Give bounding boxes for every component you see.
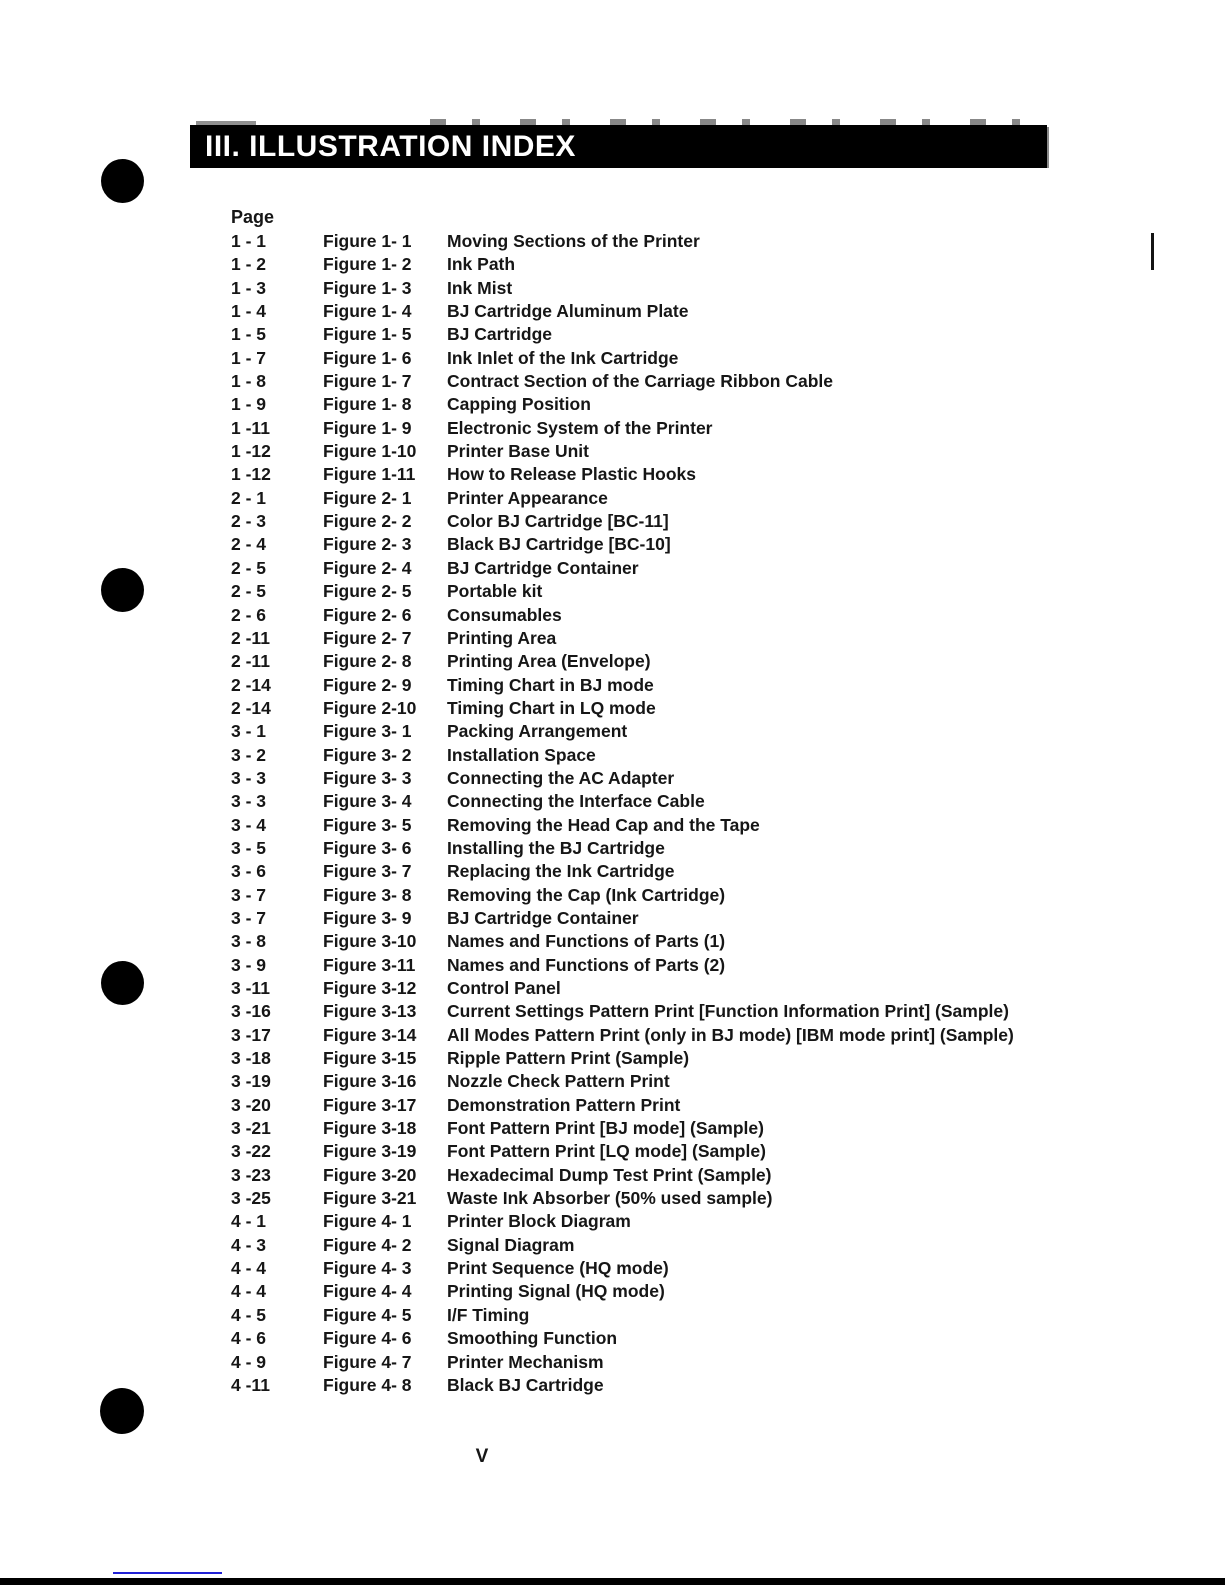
- page-bottom-edge: [0, 1578, 1225, 1585]
- table-row: [231, 954, 1091, 977]
- figure-title: Control Panel: [447, 978, 561, 998]
- table-row: [231, 650, 1091, 673]
- figure-title: Color BJ Cartridge [BC-11]: [447, 511, 669, 532]
- table-row: [231, 1234, 1091, 1257]
- page-reference: 4 - 4: [231, 1258, 267, 1279]
- figure-label: Figure 2- 2: [323, 511, 412, 532]
- table-row: [231, 347, 1091, 370]
- figure-label: Figure 3- 4: [323, 791, 412, 812]
- figure-label: Figure 3-14: [323, 1024, 417, 1045]
- figure-title: Timing Chart in LQ mode: [447, 697, 656, 718]
- figure-label: Figure 2- 5: [323, 581, 412, 602]
- page-reference: 1 - 5: [231, 324, 267, 345]
- figure-title: Electronic System of the Printer: [447, 417, 713, 438]
- table-row: [231, 277, 1091, 300]
- margin-tick-mark: [1151, 233, 1154, 270]
- table-row: [231, 1187, 1091, 1210]
- figure-title: Names and Functions of Parts (2): [447, 954, 726, 975]
- page-reference: 2 - 5: [231, 581, 267, 602]
- figure-label: Figure 3- 9: [323, 907, 412, 928]
- figure-title: Portable kit: [447, 581, 543, 602]
- page-reference: 1 - 1: [231, 231, 267, 251]
- page-reference: 1 -12: [231, 464, 271, 485]
- page-reference: 4 - 6: [231, 1328, 267, 1349]
- figure-title: Ink Inlet of the Ink Cartridge: [447, 347, 679, 368]
- table-row: [231, 253, 1091, 276]
- figure-label: Figure 4- 2: [323, 1234, 412, 1255]
- page-reference: 3 -19: [231, 1071, 271, 1092]
- figure-title: Waste Ink Absorber (50% used sample): [447, 1188, 773, 1209]
- figure-title: I/F Timing: [447, 1304, 530, 1325]
- page-reference: 3 - 3: [231, 791, 267, 812]
- page-reference: 1 -11: [231, 417, 270, 438]
- table-row: [231, 1070, 1091, 1093]
- binder-hole-dot: [101, 961, 144, 1005]
- page-number: V: [475, 1446, 489, 1467]
- figure-title: All Modes Pattern Print (only in BJ mode) [IBM mode print] (Sample): [447, 1024, 1014, 1045]
- table-row: [231, 1024, 1091, 1047]
- figure-title: BJ Cartridge Container: [447, 557, 639, 578]
- page-reference: 4 -11: [231, 1374, 270, 1395]
- page-reference: 3 - 9: [231, 954, 267, 975]
- figure-label: Figure 3-15: [323, 1048, 417, 1069]
- figure-title: Capping Position: [447, 394, 591, 415]
- page-reference: 3 -16: [231, 1001, 271, 1022]
- scan-noise: [1047, 127, 1049, 168]
- figure-label: Figure 4- 8: [323, 1374, 412, 1395]
- page-reference: 3 -25: [231, 1188, 271, 1209]
- figure-label: Figure 4- 1: [323, 1211, 412, 1232]
- figure-label: Figure 3-18: [323, 1118, 417, 1139]
- binder-hole-dot: [101, 568, 144, 612]
- figure-label: Figure 3- 3: [323, 767, 412, 788]
- figure-label: Figure 2- 4: [323, 557, 412, 578]
- table-row: [231, 1000, 1091, 1023]
- figure-title: How to Release Plastic Hooks: [447, 464, 696, 485]
- figure-label: Figure 3-19: [323, 1141, 417, 1162]
- table-row: [231, 814, 1091, 837]
- figure-label: Figure 3-21: [323, 1188, 417, 1209]
- figure-label: Figure 3- 8: [323, 884, 412, 905]
- table-row: [231, 370, 1091, 393]
- figure-title: Smoothing Function: [447, 1328, 618, 1349]
- figure-label: Figure 3- 7: [323, 861, 412, 882]
- page-reference: 3 - 7: [231, 907, 267, 928]
- figure-label: Figure 2- 6: [323, 604, 412, 625]
- table-row: [231, 697, 1091, 720]
- table-row: [231, 440, 1091, 463]
- table-row: [231, 1374, 1091, 1397]
- figure-label: Figure 3-20: [323, 1164, 417, 1185]
- page-reference: 4 - 4: [231, 1281, 267, 1302]
- figure-title: BJ Cartridge Aluminum Plate: [447, 301, 689, 322]
- page-reference: 4 - 3: [231, 1234, 267, 1255]
- figure-title: Signal Diagram: [447, 1234, 575, 1255]
- table-row: [231, 580, 1091, 603]
- page-reference: 3 -20: [231, 1094, 271, 1115]
- page-reference: 3 -17: [231, 1024, 271, 1045]
- section-header-bar: [190, 125, 1047, 168]
- page-reference: 3 -23: [231, 1164, 271, 1185]
- figure-title: Font Pattern Print [LQ mode] (Sample): [447, 1141, 766, 1162]
- figure-title: Font Pattern Print [BJ mode] (Sample): [447, 1118, 764, 1139]
- page-reference: 2 -14: [231, 697, 271, 718]
- table-row: [231, 744, 1091, 767]
- table-row: [231, 720, 1091, 743]
- page-reference: 2 -11: [231, 627, 270, 648]
- page-reference: 2 - 5: [231, 557, 267, 578]
- table-row: [231, 1164, 1091, 1187]
- figure-label: Figure 1- 7: [323, 371, 412, 392]
- binder-hole-dot: [101, 159, 144, 203]
- figure-title: Names and Functions of Parts (1): [447, 931, 726, 952]
- page-reference: 3 -11: [231, 978, 270, 998]
- figure-title: Ink Path: [447, 254, 516, 275]
- page-reference: 1 - 8: [231, 371, 267, 392]
- page-reference: 2 - 3: [231, 511, 267, 532]
- figure-label: Figure 3- 1: [323, 721, 412, 742]
- blue-underline-mark: [113, 1572, 222, 1574]
- figure-title: Black BJ Cartridge: [447, 1374, 604, 1395]
- figure-title: Printer Base Unit: [447, 441, 589, 462]
- figure-title: Hexadecimal Dump Test Print (Sample): [447, 1164, 772, 1185]
- figure-label: Figure 4- 3: [323, 1258, 412, 1279]
- binder-hole-dot: [100, 1388, 144, 1434]
- table-row: [231, 977, 1091, 1000]
- figure-title: Black BJ Cartridge [BC-10]: [447, 534, 671, 555]
- page-reference: 1 - 4: [231, 301, 267, 322]
- illustration-index-list: [231, 230, 1091, 1397]
- figure-label: Figure 3-13: [323, 1001, 417, 1022]
- table-row: [231, 1257, 1091, 1280]
- table-row: [231, 674, 1091, 697]
- figure-label: Figure 3- 2: [323, 744, 412, 765]
- table-row: [231, 1280, 1091, 1303]
- page-reference: 4 - 9: [231, 1351, 267, 1372]
- figure-title: Nozzle Check Pattern Print: [447, 1071, 670, 1092]
- figure-title: Timing Chart in BJ mode: [447, 674, 654, 695]
- table-row: [231, 907, 1091, 930]
- page-reference: 4 - 1: [231, 1211, 267, 1232]
- figure-label: Figure 1- 1: [323, 231, 412, 251]
- figure-label: Figure 1- 3: [323, 277, 412, 298]
- table-row: [231, 837, 1091, 860]
- table-row: [231, 323, 1091, 346]
- table-row: [231, 557, 1091, 580]
- figure-title: Packing Arrangement: [447, 721, 628, 742]
- page-reference: 3 - 3: [231, 767, 267, 788]
- figure-label: Figure 4- 5: [323, 1304, 412, 1325]
- table-row: [231, 860, 1091, 883]
- figure-title: Ripple Pattern Print (Sample): [447, 1048, 690, 1069]
- table-row: [231, 1140, 1091, 1163]
- figure-title: Current Settings Pattern Print [Function Information Print] (Sample): [447, 1001, 1009, 1022]
- figure-label: Figure 3-12: [323, 978, 417, 998]
- figure-label: Figure 3-17: [323, 1094, 417, 1115]
- figure-label: Figure 3- 6: [323, 837, 412, 858]
- figure-label: Figure 2- 8: [323, 651, 412, 672]
- page-reference: 1 - 7: [231, 347, 267, 368]
- table-row: [231, 884, 1091, 907]
- figure-label: Figure 1- 9: [323, 417, 412, 438]
- page-reference: 3 - 6: [231, 861, 267, 882]
- page-reference: 3 - 7: [231, 884, 267, 905]
- figure-label: Figure 2- 3: [323, 534, 412, 555]
- figure-title: Installation Space: [447, 744, 596, 765]
- section-title: III. ILLUSTRATION INDEX: [205, 129, 576, 163]
- table-row: [231, 533, 1091, 556]
- figure-label: Figure 4- 4: [323, 1281, 412, 1302]
- figure-title: BJ Cartridge Container: [447, 907, 639, 928]
- figure-label: Figure 1-11: [323, 464, 416, 485]
- figure-title: Installing the BJ Cartridge: [447, 837, 665, 858]
- page-reference: 2 -14: [231, 674, 271, 695]
- figure-title: Moving Sections of the Printer: [447, 231, 700, 251]
- figure-label: Figure 3- 5: [323, 814, 412, 835]
- table-row: [231, 1351, 1091, 1374]
- table-row: [231, 300, 1091, 323]
- figure-title: Consumables: [447, 604, 562, 625]
- page-reference: 3 -18: [231, 1048, 271, 1069]
- figure-title: Printing Area (Envelope): [447, 651, 651, 672]
- table-row: [231, 1047, 1091, 1070]
- table-row: [231, 1210, 1091, 1233]
- figure-title: Removing the Cap (Ink Cartridge): [447, 884, 726, 905]
- figure-title: Ink Mist: [447, 277, 513, 298]
- figure-label: Figure 2- 1: [323, 487, 412, 508]
- page-reference: 3 -22: [231, 1141, 271, 1162]
- table-row: [231, 463, 1091, 486]
- page-column-header: Page: [231, 207, 275, 227]
- table-row: [231, 487, 1091, 510]
- table-row: [231, 790, 1091, 813]
- table-row: [231, 510, 1091, 533]
- page-reference: 3 -21: [231, 1118, 271, 1139]
- page-reference: 3 - 1: [231, 721, 267, 742]
- figure-label: Figure 1-10: [323, 441, 417, 462]
- figure-title: Print Sequence (HQ mode): [447, 1258, 669, 1279]
- page-reference: 3 - 5: [231, 837, 267, 858]
- page-reference: 4 - 5: [231, 1304, 267, 1325]
- figure-label: Figure 2- 9: [323, 674, 412, 695]
- page-reference: 2 - 1: [231, 487, 267, 508]
- page-reference: 3 - 4: [231, 814, 267, 835]
- page-reference: 1 - 9: [231, 394, 267, 415]
- figure-label: Figure 1- 5: [323, 324, 412, 345]
- page-reference: 2 - 4: [231, 534, 267, 555]
- figure-title: Replacing the Ink Cartridge: [447, 861, 675, 882]
- table-row: [231, 604, 1091, 627]
- table-row: [231, 393, 1091, 416]
- figure-label: Figure 4- 7: [323, 1351, 412, 1372]
- figure-title: Printing Signal (HQ mode): [447, 1281, 665, 1302]
- figure-title: Connecting the Interface Cable: [447, 791, 705, 812]
- figure-title: Printer Appearance: [447, 487, 608, 508]
- page-reference: 1 - 2: [231, 254, 267, 275]
- page-reference: 3 - 8: [231, 931, 267, 952]
- figure-label: Figure 1- 6: [323, 347, 412, 368]
- figure-label: Figure 1- 8: [323, 394, 412, 415]
- table-row: [231, 1094, 1091, 1117]
- page-reference: 1 - 3: [231, 277, 267, 298]
- figure-title: Connecting the AC Adapter: [447, 767, 675, 788]
- figure-label: Figure 1- 2: [323, 254, 412, 275]
- figure-label: Figure 3-11: [323, 954, 416, 975]
- figure-label: Figure 2- 7: [323, 627, 412, 648]
- figure-title: Contract Section of the Carriage Ribbon Cable: [447, 371, 834, 392]
- figure-label: Figure 2-10: [323, 697, 417, 718]
- table-row: [231, 1304, 1091, 1327]
- figure-title: Printer Mechanism: [447, 1351, 604, 1372]
- page-reference: 3 - 2: [231, 744, 267, 765]
- table-row: [231, 930, 1091, 953]
- figure-title: BJ Cartridge: [447, 324, 553, 345]
- figure-label: Figure 4- 6: [323, 1328, 412, 1349]
- figure-title: Printer Block Diagram: [447, 1211, 631, 1232]
- table-row: [231, 417, 1091, 440]
- table-row: [231, 627, 1091, 650]
- figure-title: Printing Area: [447, 627, 557, 648]
- page-reference: 2 - 6: [231, 604, 267, 625]
- figure-label: Figure 3-10: [323, 931, 417, 952]
- page-reference: 1 -12: [231, 441, 271, 462]
- figure-label: Figure 3-16: [323, 1071, 417, 1092]
- figure-title: Demonstration Pattern Print: [447, 1094, 681, 1115]
- table-row: [231, 1117, 1091, 1140]
- figure-label: Figure 1- 4: [323, 301, 412, 322]
- page-reference: 2 -11: [231, 651, 270, 672]
- table-row: [231, 230, 1091, 253]
- figure-title: Removing the Head Cap and the Tape: [447, 814, 760, 835]
- table-row: [231, 1327, 1091, 1350]
- table-row: [231, 767, 1091, 790]
